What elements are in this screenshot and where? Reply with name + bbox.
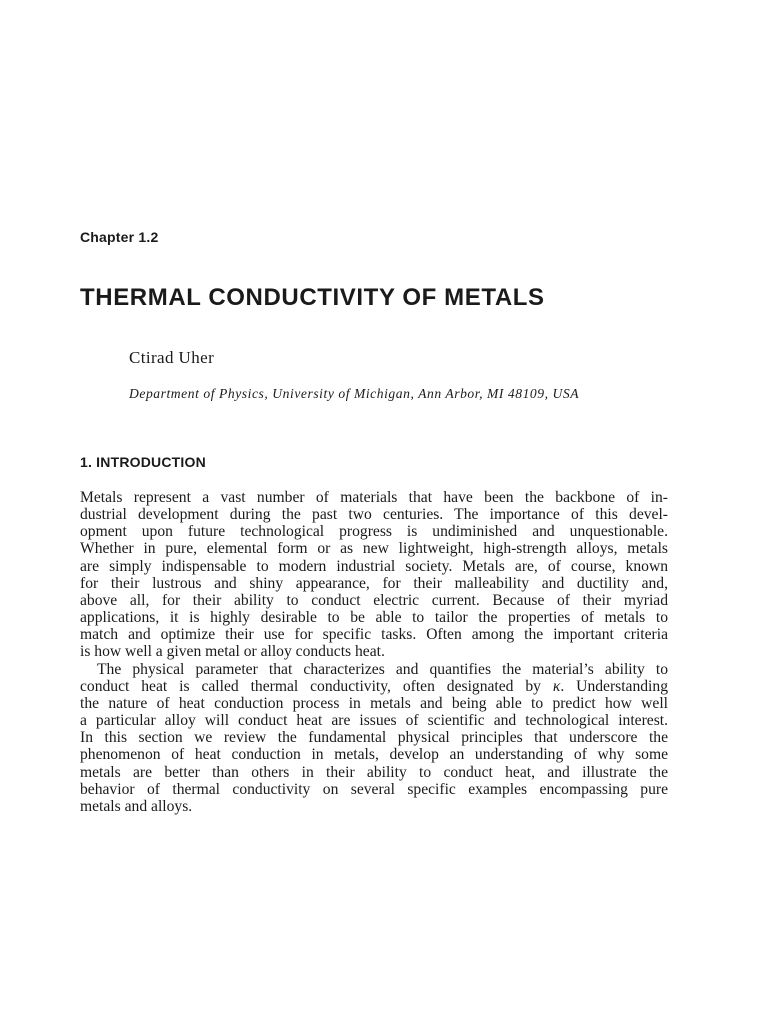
text-line: is how well a given metal or alloy conducts heat. [80,643,385,661]
text-line: dustrial development during the past two centuries. The importance of this devel- [80,506,668,524]
text-line: applications, it is highly desirable to be able to tailor the properties of metals to [80,609,668,627]
text-line: are simply indispensable to modern industrial society. Metals are, of course, known [80,557,668,575]
section-heading: 1. INTRODUCTION [80,454,206,470]
text-line: The physical parameter that characterizes and quantifies the material’s ability to [97,660,668,678]
text-line: phenomenon of heat conduction in metals, develop an understanding of why some [80,746,668,764]
text-line: behavior of thermal conductivity on several specific examples encompassing pure [80,780,668,798]
paragraph [80,661,668,815]
author-name: Ctirad Uher [129,348,215,367]
text-line: metals are better than others in their ability to conduct heat, and illustrate the [80,763,668,781]
text-line: Whether in pure, elemental form or as new lightweight, high-strength alloys, metals [80,540,668,558]
text-line: the nature of heat conduction process in metals and being able to predict how well [80,694,668,712]
text-line: match and optimize their use for specific tasks. Often among the important criteria [80,626,668,644]
text-line: In this section we review the fundamental physical principles that underscore the [80,729,668,747]
text-line: opment upon future technological progress is undiminished and unquestionable. [80,523,668,541]
text-line: a particular alloy will conduct heat are issues of scientific and technological interest. [80,712,668,730]
author-affiliation: Department of Physics, University of Michigan, Ann Arbor, MI 48109, USA [129,386,580,401]
text-line: metals and alloys. [80,797,193,815]
text-line: above all, for their ability to conduct electric current. Because of their myriad [80,591,668,609]
paragraph [80,489,668,661]
text-line: for their lustrous and shiny appearance, for their malleability and ductility and, [80,574,668,592]
text-line: conduct heat is called thermal conductivity, often designated by κ. Understanding [80,677,668,695]
section-body [80,489,668,815]
text-line: Metals represent a vast number of materials that have been the backbone of in- [80,489,668,506]
chapter-label: Chapter 1.2 [80,229,159,245]
chapter-title: THERMAL CONDUCTIVITY OF METALS [80,284,545,311]
